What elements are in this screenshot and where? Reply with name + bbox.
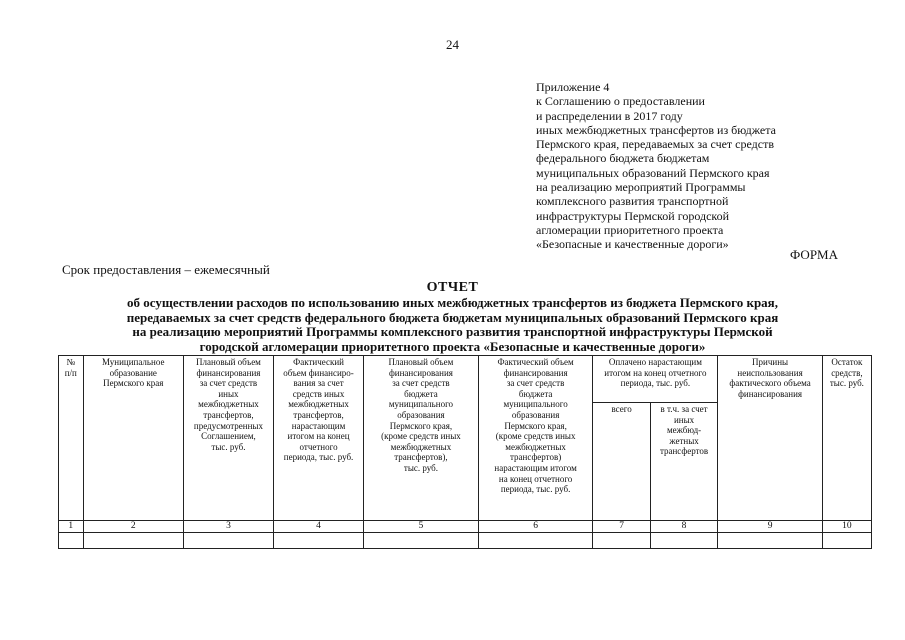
header-cell-number: № п/п — [59, 356, 84, 521]
appendix-line: агломерации приоритетного проекта — [536, 222, 724, 237]
appendix-line: и распределении в 2017 году — [536, 108, 683, 123]
table-cell — [183, 532, 273, 548]
table-cell — [718, 532, 822, 548]
subtitle-line: передаваемых за счет средств федерального бюджета бюджетам муниципальных образований Пермского края — [126, 309, 779, 325]
column-number: 5 — [364, 521, 479, 533]
column-number: 2 — [83, 521, 183, 533]
appendix-line: к Соглашению о предоставлении — [536, 94, 705, 109]
column-number: 6 — [478, 521, 593, 533]
report-subtitle — [40, 296, 865, 354]
table-cell — [593, 532, 650, 548]
table-cell — [364, 532, 479, 548]
column-number: 4 — [274, 521, 364, 533]
header-cell-paid-all: всего — [593, 403, 650, 521]
appendix-line: федерального бюджета бюджетам — [536, 151, 710, 166]
appendix-line: на реализацию мероприятий Программы — [536, 180, 746, 195]
table-cell — [274, 532, 364, 548]
appendix-line: «Безопасные и качественные дороги» — [536, 237, 729, 252]
appendix-reference — [536, 80, 776, 252]
header-cell-paid-total: Оплачено нарастающим итогом на конец отчетного периода, тыс. руб. — [593, 356, 718, 403]
header-cell-planned-transfers: Плановый объем финансирования за счет средств иных межбюджетных трансфертов, предусмотренных Соглашением, тыс. руб. — [183, 356, 273, 521]
form-label: ФОРМА — [790, 247, 838, 262]
table-cell — [83, 532, 183, 548]
header-cell-actual-transfers: Фактический объем финансиро- вания за счет средств иных межбюджетных трансфертов, нарастающим итогом на конец отчетного периода, тыс. руб. — [274, 356, 364, 521]
header-cell-balance: Остаток средств, тыс. руб. — [822, 356, 871, 521]
table-cell — [822, 532, 871, 548]
appendix-line: комплексного развития транспортной — [536, 194, 729, 209]
subtitle-line: об осуществлении расходов по использованию иных межбюджетных трансфертов из бюджета Пермского края, — [127, 295, 778, 310]
table-cell — [59, 532, 84, 548]
table-cell — [478, 532, 593, 548]
page-number: 24 — [446, 37, 459, 52]
header-cell-planned-municipal: Плановый объем финансирования за счет средств бюджета муниципального образования Пермского края, (кроме средств иных межбюджетных трансфертов), тыс. руб. — [364, 356, 479, 521]
appendix-line: Пермского края, передаваемых за счет средств — [536, 137, 775, 152]
column-number: 8 — [650, 521, 718, 533]
column-number: 7 — [593, 521, 650, 533]
column-number: 10 — [822, 521, 871, 533]
appendix-line: иных межбюджетных трансфертов из бюджета — [536, 122, 776, 137]
table-row — [59, 532, 872, 548]
header-cell-municipality: Муниципальное образование Пермского края — [83, 356, 183, 521]
report-table — [58, 355, 872, 549]
subtitle-line: городской агломерации приоритетного проекта «Безопасные и качественные дороги» — [199, 338, 706, 354]
column-number-row — [59, 521, 872, 533]
column-number: 1 — [59, 521, 84, 533]
appendix-line: Приложение 4 — [536, 80, 610, 94]
table-header-row — [59, 356, 872, 403]
table-cell — [650, 532, 718, 548]
report-title: ОТЧЕТ — [426, 280, 479, 295]
header-cell-actual-municipal: Фактический объем финансирования за счет средств бюджета муниципального образования Пермского края, (кроме средств иных межбюджетных трансфертов) нарастающим итогом на конец отчетного периода, тыс. руб. — [478, 356, 593, 521]
column-number: 3 — [183, 521, 273, 533]
appendix-line: муниципальных образований Пермского края — [536, 165, 770, 180]
column-number: 9 — [718, 521, 822, 533]
header-cell-reasons: Причины неиспользования фактического объема финансирования — [718, 356, 822, 521]
submission-frequency: Срок предоставления – ежемесячный — [62, 262, 270, 277]
appendix-line: инфраструктуры Пермской городской — [536, 208, 730, 223]
subtitle-line: на реализацию мероприятий Программы комплексного развития транспортной инфраструктуры Пермской — [132, 324, 773, 339]
header-cell-paid-transfers: в т.ч. за счет иных межбюд- жетных трансфертов — [650, 403, 718, 521]
